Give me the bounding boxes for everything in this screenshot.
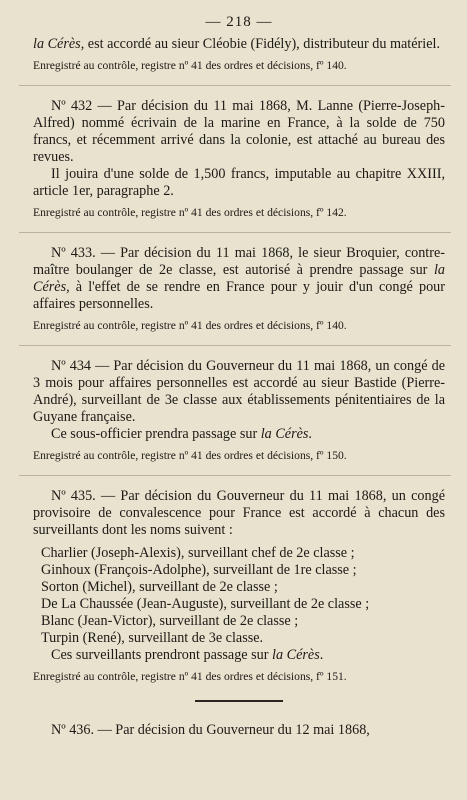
period: . <box>308 426 312 442</box>
list-item: Blanc (Jean-Victor), surveillant de 2e classe ; <box>41 613 299 629</box>
list-item: De La Chaussée (Jean-Auguste), surveillant de 2e classe ; <box>41 596 370 612</box>
list-item: Charlier (Joseph-Alexis), surveillant chef de 2e classe ; <box>41 545 355 561</box>
list-item: Sorton (Michel), surveillant de 2e classe ; <box>41 579 278 595</box>
registration-note: Enregistré au contrôle, registre nº 41 des ordres et décisions, fº 140. <box>33 59 347 72</box>
ship-name: la Cérès <box>260 426 309 442</box>
decision-435-passage-text: Ces surveillants prendront passage sur <box>51 647 273 663</box>
divider <box>19 345 451 346</box>
registration-note: Enregistré au contrôle, registre nº 41 des ordres et décisions, fº 140. <box>33 319 347 332</box>
continued-paragraph <box>33 36 445 53</box>
ship-name: la Cérès <box>33 262 445 295</box>
list-item: Ginhoux (François-Adolphe), surveillant de 1re classe ; <box>41 562 357 578</box>
decision-434: Nº 434 — Par décision du Gouverneur du 11 mai 1868, un congé de 3 mois pour affaires personnelles est accordé au sieur Bastide (Pierre-André), surveillant de 3e classe aux établissements pénitentiaires de la Guyane française. <box>33 358 445 425</box>
decision-436: Nº 436. — Par décision du Gouverneur du 12 mai 1868, <box>51 722 370 738</box>
surveillants-list <box>33 545 445 647</box>
ship-name: la Cérès <box>33 36 81 52</box>
decision-433 <box>33 245 445 313</box>
registration-note: Enregistré au contrôle, registre nº 41 des ordres et décisions, fº 150. <box>33 449 347 462</box>
divider <box>19 475 451 476</box>
divider <box>19 232 451 233</box>
section-end-rule <box>195 700 283 702</box>
registration-note: Enregistré au contrôle, registre nº 41 des ordres et décisions, fº 142. <box>33 206 347 219</box>
period: . <box>319 647 324 663</box>
ship-name: la Cérès <box>272 647 320 663</box>
registration-note: Enregistré au contrôle, registre nº 41 des ordres et décisions, fº 151. <box>33 670 347 683</box>
decision-433-text-end: , à l'effet de se rendre en France pour y jouir d'un congé pour affaires personnelles. <box>33 279 445 312</box>
decision-432: Nº 432 — Par décision du 11 mai 1868, M. Lanne (Pierre-Joseph-Alfred) nommé écrivain de la marine en France, à la solde de 750 francs, et récemment arrivé dans la colonie, est attaché au bureau des revues. <box>33 98 445 165</box>
decision-435: Nº 435. — Par décision du Gouverneur du 11 mai 1868, un congé provisoire de convalescence pour France est accordé à chacun des surveillants dont les noms suivent : <box>33 488 445 538</box>
decision-433-text: Nº 433. — Par décision du 11 mai 1868, le sieur Broquier, contre-maître boulanger de 2e classe, est autorisé à prendre passage sur <box>33 245 445 278</box>
decision-432-solde: Il jouira d'une solde de 1,500 francs, imputable au chapitre XXIII, article 1er, paragraphe 2. <box>33 166 445 199</box>
decision-434-passage <box>33 426 445 443</box>
divider <box>19 85 451 86</box>
decision-435-passage <box>33 647 445 664</box>
list-item: Turpin (René), surveillant de 3e classe. <box>41 630 264 646</box>
page-number: — 218 — <box>205 14 273 30</box>
decision-434-passage-text: Ce sous-officier prendra passage sur <box>51 426 261 442</box>
continued-text: , est accordé au sieur Cléobie (Fidély), distributeur du matériel. <box>80 36 440 52</box>
